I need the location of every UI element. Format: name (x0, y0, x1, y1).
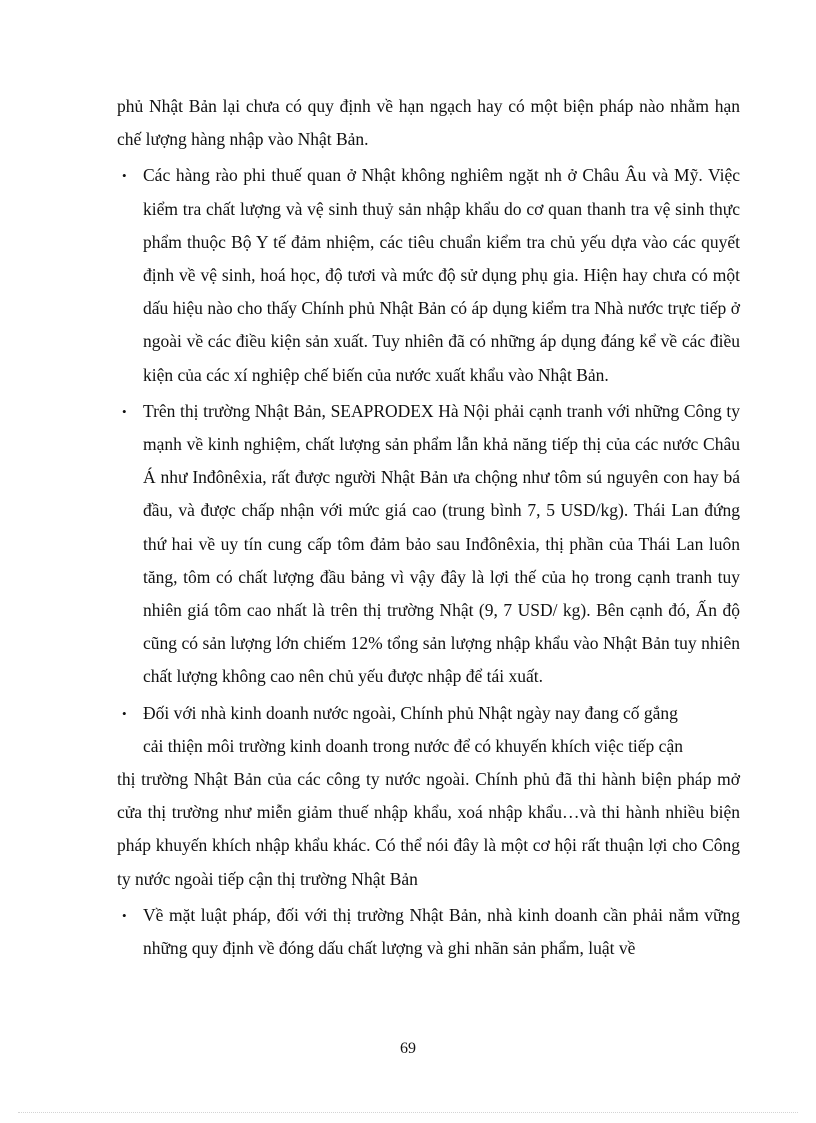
bullet-text-3-rest: thị trường Nhật Bản của các công ty nước ngoài. Chính phủ đã thi hành biện pháp mở cửa thị trường như miễn giảm thuế nhập khẩu, xoá nhập khẩu…và thi hành nhiều biện pháp khuyến khích nhập khẩu khác. Có thể nói đây là một cơ hội rất thuận lợi cho Công ty nước ngoài tiếp cận thị trường Nhật Bản (117, 769, 740, 889)
page-number: 69 (400, 1040, 416, 1057)
intro-paragraph: phủ Nhật Bản lại chưa có quy định về hạn ngạch hay có một biện pháp nào nhằm hạn chế lượng hàng nhập vào Nhật Bản. (117, 96, 740, 150)
bullet-text-4: Về mặt luật pháp, đối với thị trường Nhật Bản, nhà kinh doanh cần phải nắm vững những quy định về đóng dấu chất lượng và ghi nhãn sản phẩm, luật về (143, 904, 740, 959)
bullet-text-1: Các hàng rào phi thuế quan ở Nhật không nghiêm ngặt nh ở Châu Âu và Mỹ. Việc kiểm tra chất lượng và vệ sinh thuỷ sản nhập khẩu do cơ quan thanh tra vệ sinh thực phẩm thuộc Bộ Y tế đảm nhiệm, các tiêu chuẩn kiểm tra chủ yếu dựa vào các quyết định về vệ sinh, hoá học, độ tươi và mức độ sử dụng phụ gia. Hiện hay chưa có một dấu hiệu nào cho thấy Chính phủ Nhật Bản có áp dụng kiểm tra Nhà nước trực tiếp ở ngoài về các điều kiện sản xuất. Tuy nhiên đã có những áp dụng đáng kể về các điều kiện của các xí nghiệp chế biến của nước xuất khẩu vào Nhật Bản. (143, 165, 740, 385)
bullet-text-3-line-2: cải thiện môi trường kinh doanh trong nước để có khuyến khích việc tiếp cận (143, 735, 683, 756)
bullet-icon: • (122, 168, 127, 184)
bullet-item-2 (117, 395, 740, 694)
bullet-icon: • (122, 705, 127, 721)
bullet-icon: • (122, 907, 127, 923)
bullet-item-4 (117, 899, 740, 965)
bullet-text-3-line-1: Đối với nhà kinh doanh nước ngoài, Chính phủ Nhật ngày nay đang cố gắng (143, 702, 678, 723)
bullet-item-3 (117, 697, 740, 896)
bullet-item-1 (117, 159, 740, 391)
bullet-icon: • (122, 403, 127, 419)
body-text (117, 90, 740, 968)
page-bottom-divider (18, 1112, 798, 1113)
bullet-text-2: Trên thị trường Nhật Bản, SEAPRODEX Hà Nội phải cạnh tranh với những Công ty mạnh về kinh nghiệm, chất lượng sản phẩm lẫn khả năng tiếp thị của các nước Châu Á như Inđônêxia, rất được người Nhật Bản ưa chộng như tôm sú nguyên con hay bá đầu, và được chấp nhận với mức giá cao (trung bình 7, 5 USD/kg). Thái Lan đứng thứ hai về uy tín cung cấp tôm đảm bảo sau Inđônêxia, thị phần của Thái Lan luôn tăng, tôm có chất lượng đầu bảng vì vậy đây là lợi thế của họ trong cạnh tranh tuy nhiên giá tôm cao nhất là trên thị trường Nhật (9, 7 USD/ kg). Bên cạnh đó, Ấn độ cũng có sản lượng lớn chiếm 12% tổng sản lượng nhập khẩu vào Nhật Bản tuy nhiên chất lượng không cao nên chủ yếu được nhập để tái xuất. (143, 400, 740, 687)
